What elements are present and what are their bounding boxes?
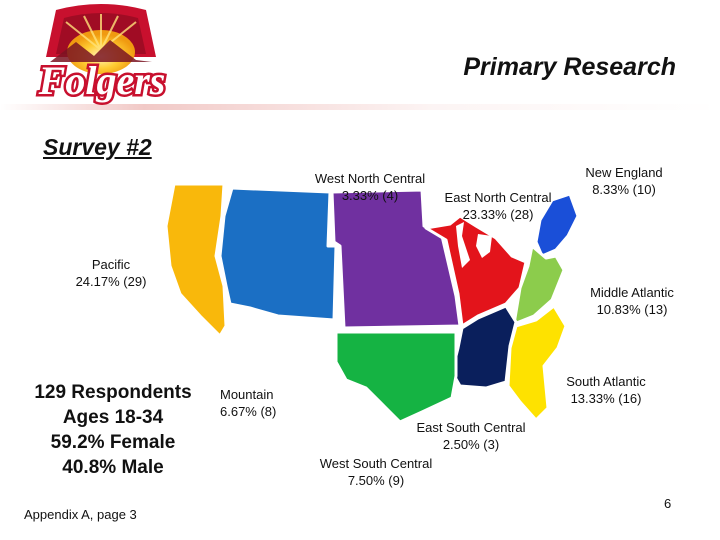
label-east-north-central <box>437 189 559 223</box>
label-middle-atlantic <box>580 284 684 318</box>
label-east-south-central <box>408 419 534 453</box>
label-middle-atlantic-value: 10.83% (13) <box>596 302 668 317</box>
label-new-england-name: New England <box>585 165 663 180</box>
label-new-england-value: 8.33% (10) <box>592 182 656 197</box>
label-west-north-central <box>310 170 430 204</box>
header-divider <box>0 104 720 110</box>
label-east-north-central-name: East North Central <box>444 190 552 205</box>
stat-male: 40.8% Male <box>62 457 164 478</box>
label-west-south-central <box>312 455 440 489</box>
label-new-england <box>572 164 676 198</box>
label-south-atlantic-value: 13.33% (16) <box>570 391 642 406</box>
label-west-south-central-name: West South Central <box>319 456 433 471</box>
label-pacific-value: 24.17% (29) <box>75 274 147 289</box>
label-south-atlantic-name: South Atlantic <box>566 374 646 389</box>
region-pacific-shape <box>166 184 226 336</box>
label-mountain-name: Mountain <box>220 387 274 402</box>
label-pacific <box>58 256 164 290</box>
label-middle-atlantic-name: Middle Atlantic <box>590 285 674 300</box>
label-east-south-central-value: 2.50% (3) <box>442 437 500 452</box>
label-mountain-value: 6.67% (8) <box>220 404 277 419</box>
label-east-south-central-name: East South Central <box>416 420 526 435</box>
respondent-stats <box>22 380 204 480</box>
label-pacific-name: Pacific <box>91 257 131 272</box>
label-east-north-central-value: 23.33% (28) <box>462 207 534 222</box>
survey-title: Survey #2 <box>43 134 152 160</box>
stat-female: 59.2% Female <box>50 432 176 453</box>
slide-title: Primary Research <box>463 53 676 81</box>
region-west-south-central-shape <box>336 332 456 422</box>
folgers-logo <box>6 2 196 112</box>
label-west-north-central-name: West North Central <box>314 171 426 186</box>
label-south-atlantic <box>552 373 660 407</box>
page-number: 6 <box>664 496 672 511</box>
label-mountain <box>220 386 276 420</box>
label-west-south-central-value: 7.50% (9) <box>347 473 405 488</box>
label-west-north-central-value: 3.33% (4) <box>341 188 399 203</box>
logo-wordmark: Folgers <box>38 58 166 103</box>
appendix-reference: Appendix A, page 3 <box>24 507 137 522</box>
stat-ages: Ages 18-34 <box>62 407 164 428</box>
stat-respondents: 129 Respondents <box>34 382 192 403</box>
region-mountain-shape <box>220 188 336 320</box>
